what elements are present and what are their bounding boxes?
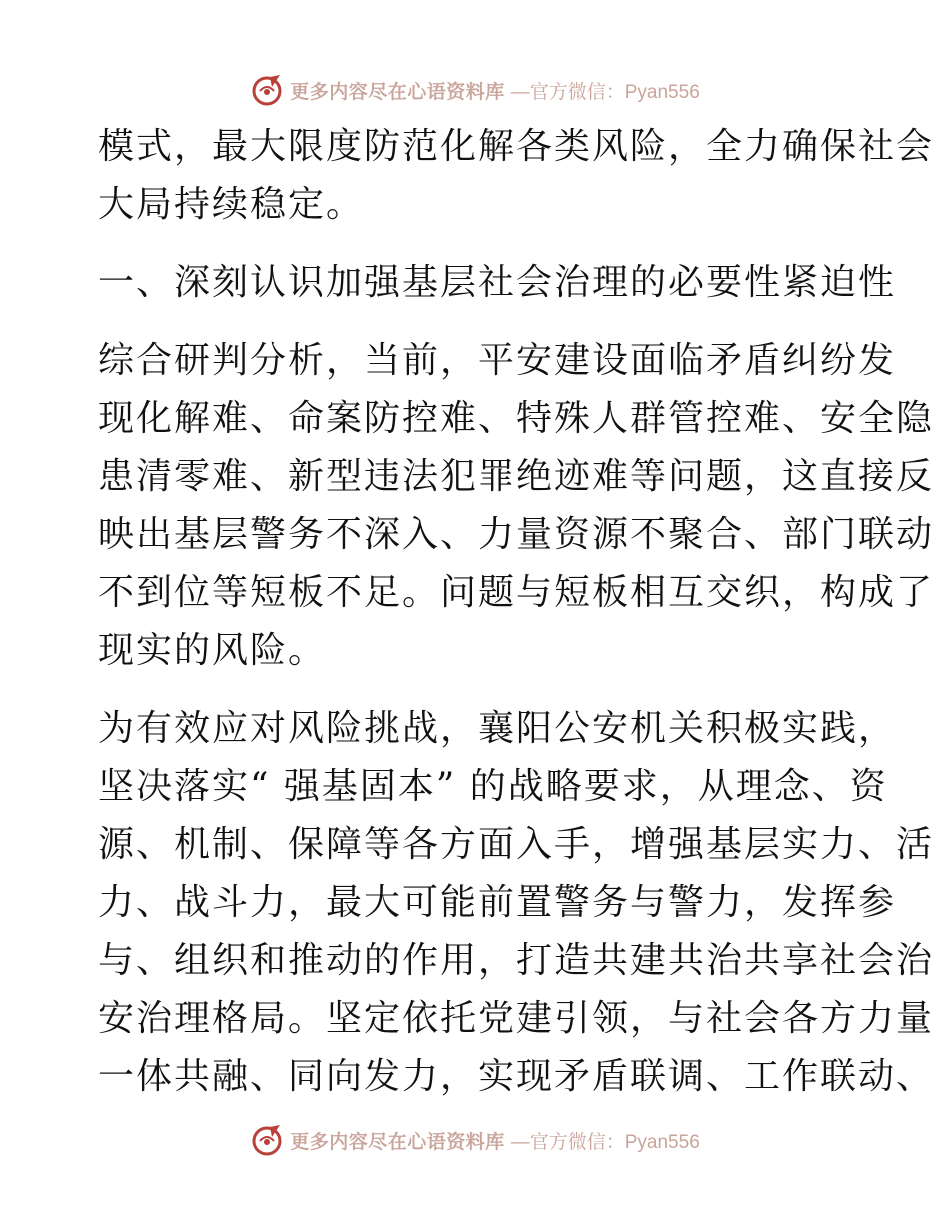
quill-globe-icon: [250, 1123, 284, 1157]
text-line: 一体共融、同向发力，实现矛盾联调、工作联动、: [98, 1056, 935, 1097]
text-line: 源、机制、保障等各方面入手，增强基层实力、活: [98, 824, 935, 865]
footer-watermark: [0, 1122, 950, 1158]
watermark-contact-text: —官方微信：Pyan556: [510, 1131, 700, 1153]
text-line: 大局持续稳定。: [98, 184, 365, 225]
watermark-brand-text: 更多内容尽在心语资料库: [290, 1130, 505, 1153]
watermark-brand-text: 更多内容尽在心语资料库: [290, 80, 505, 103]
text-line: 综合研判分析，当前，平安建设面临矛盾纠纷发: [98, 340, 897, 381]
header-watermark: [0, 72, 950, 108]
text-line: 安治理格局。坚定依托党建引领，与社会各方力量: [98, 998, 935, 1039]
text-line: 坚决落实“ 强基固本” 的战略要求，从理念、资: [98, 766, 888, 807]
paragraph-3: [98, 700, 935, 1106]
text-line: 现实的风险。: [98, 630, 327, 671]
document-body: [98, 118, 935, 1106]
text-line: 模式，最大限度防范化解各类风险，全力确保社会: [98, 126, 935, 167]
text-line: 与、组织和推动的作用，打造共建共治共享社会治: [98, 940, 935, 981]
text-line: 不到位等短板不足。问题与短板相互交织，构成了: [98, 572, 935, 613]
text-line: 患清零难、新型违法犯罪绝迹难等问题，这直接反: [98, 456, 935, 497]
paragraph-2: [98, 332, 935, 680]
section-heading: 一、深刻认识加强基层社会治理的必要性紧迫性: [98, 262, 897, 303]
quill-globe-icon: [250, 73, 284, 107]
text-line: 映出基层警务不深入、力量资源不聚合、部门联动: [98, 514, 935, 555]
text-line: 现化解难、命案防控难、特殊人群管控难、安全隐: [98, 398, 935, 439]
text-line: 为有效应对风险挑战，襄阳公安机关积极实践，: [98, 708, 897, 749]
text-line: 力、战斗力，最大可能前置警务与警力，发挥参: [98, 882, 897, 923]
paragraph-1: [98, 118, 935, 234]
watermark-contact-text: —官方微信：Pyan556: [510, 81, 700, 103]
